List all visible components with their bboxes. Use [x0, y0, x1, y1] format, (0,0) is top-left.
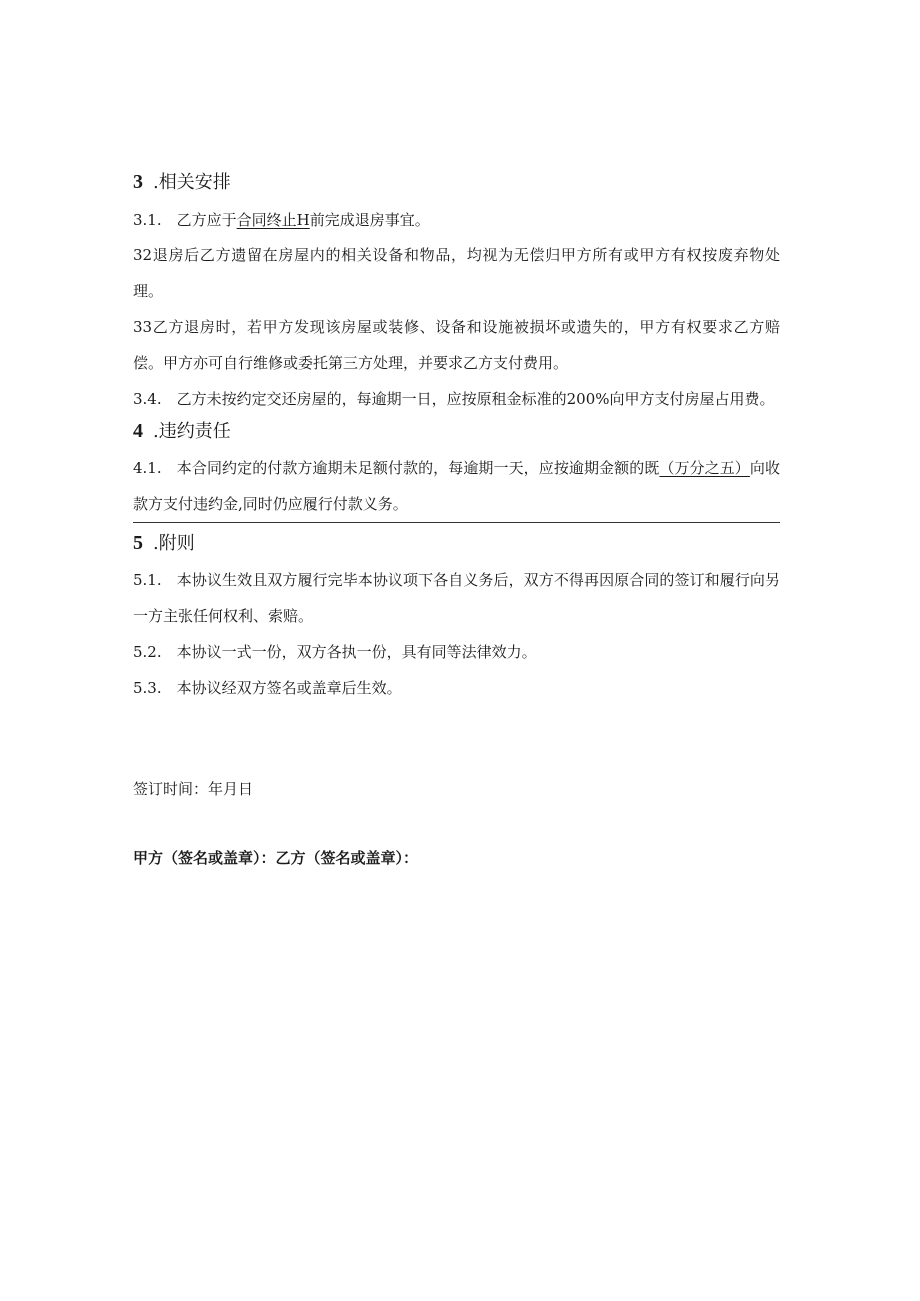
section-5-title: .附则	[153, 533, 195, 554]
section-3-heading	[133, 168, 780, 197]
section-3-title: .相关安排	[153, 172, 231, 193]
clause-3-1-suffix: 前完成退房事宜。	[309, 211, 430, 229]
section-4-heading	[133, 417, 780, 446]
clause-3-2: 32退房后乙方遗留在房屋内的相关设备和物品，均视为无偿归甲方所有或甲方有权按废弃物处理。	[133, 246, 780, 300]
clause-4-1	[133, 450, 780, 523]
clause-4-1-underlined: （万分之五）	[659, 459, 750, 477]
clause-4-1-suffix: 向收款方支付违约金,同时仍应履行付款义务。	[133, 459, 780, 513]
document-body	[133, 168, 780, 867]
clause-3-1-underlined: 合同终止H	[236, 211, 310, 229]
section-5-number: 5	[133, 532, 143, 554]
clause-3-1	[133, 203, 780, 237]
clause-3-4: 3.4. 乙方未按约定交还房屋的，每逾期一日，应按原租金标准的200%向甲方支付房屋占用费。	[133, 390, 775, 408]
clause-3-1-prefix: 3.1. 乙方应于	[133, 211, 237, 229]
clause-5-2: 5.2. 本协议一式一份，双方各执一份，具有同等法律效力。	[133, 643, 537, 661]
clause-3-3: 33乙方退房时，若甲方发现该房屋或装修、设备和设施被损坏或遗失的，甲方有权要求乙方赔偿。甲方亦可自行维修或委托第三方处理，并要求乙方支付费用。	[133, 318, 780, 372]
signing-parties: 甲方（签名或盖章）：乙方（签名或盖章）：	[133, 849, 419, 867]
clause-4-1-prefix: 4.1. 本合同约定的付款方逾期未足额付款的，每逾期一天，应按逾期金额的既	[133, 459, 660, 477]
section-4-number: 4	[133, 420, 143, 442]
section-4-title: .违约责任	[153, 421, 231, 442]
clause-5-3: 5.3. 本协议经双方签名或盖章后生效。	[133, 679, 402, 697]
section-3-number: 3	[133, 171, 143, 193]
section-5-heading	[133, 529, 780, 558]
signing-date: 签订时间：年月日	[133, 780, 254, 798]
clause-5-1: 5.1. 本协议生效且双方履行完毕本协议项下各自义务后，双方不得再因原合同的签订和履行向另一方主张任何权利、索赔。	[133, 571, 780, 625]
